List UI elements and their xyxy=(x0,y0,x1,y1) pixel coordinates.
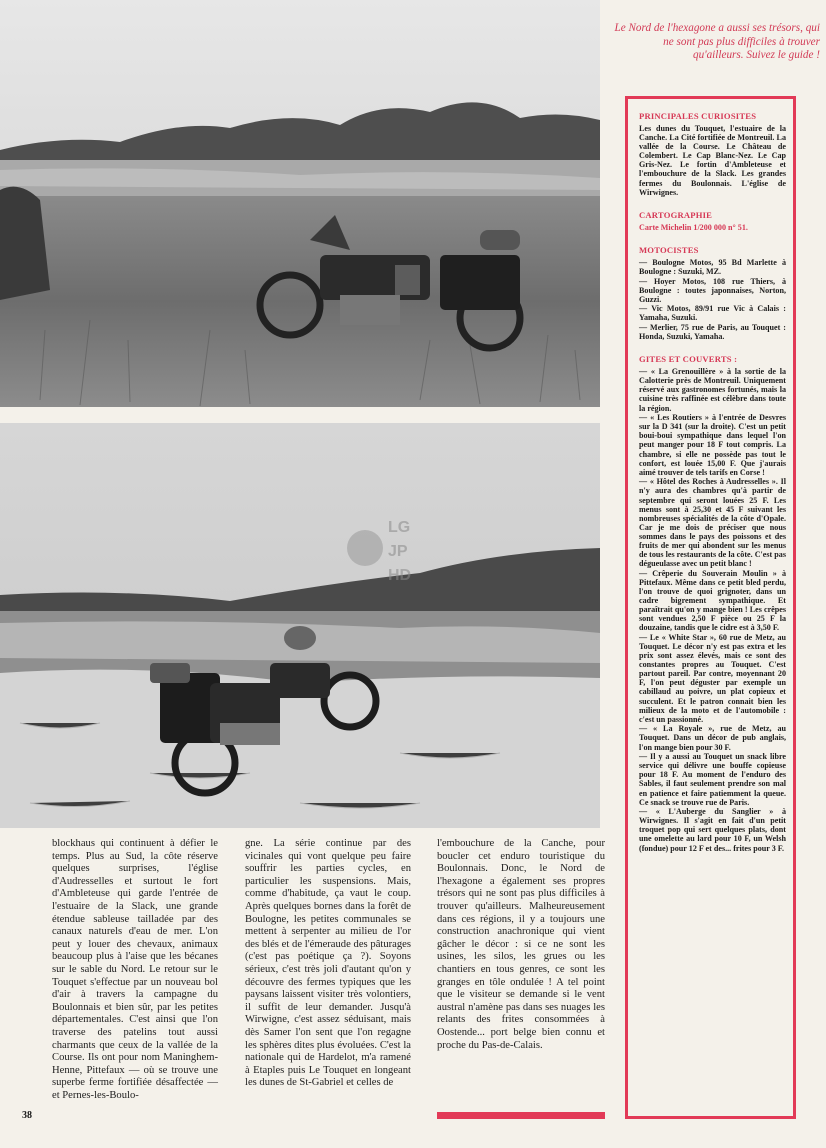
photo-motorcycle-grass-image xyxy=(0,0,600,407)
list-item: — Il y a aussi au Touquet un snack libre service qui délivre une bouffe copieuse pour 18 F. Au moment de l'enduro des Sables, il faut seulement prendre son mal en patience et faire patiemment la queue. Ce snack se trouve rue de Paris. xyxy=(639,752,786,807)
list-item: — « Hôtel des Roches à Audresselles ». Il n'y aura des chambres qu'à partir de septembre qui seront louées 25 F. Les menus sont à 25,30 et 45 F suivant les nombreuses spécialités de la côte d'Opale. Car je me dois de préciser que nous sommes dans le pays des poissons et des fruits de mer qui abondent sur les menus de tous les restaurants de la côte. C'est pas dégueulasse avec un petit blanc ! xyxy=(639,477,786,569)
section-motocistes xyxy=(639,245,786,341)
section-curiosites-text: Les dunes du Touquet, l'estuaire de la Canche. La Cité fortifiée de Montreuil. La vallée de la Course. Le Château de Colembert. Le Cap Blanc-Nez. Le Cap Gris-Nez. Le fortin d'Ambleteuse et l'embouchure de la Slack. Les grandes fermes du Boulonnais. L'église de Wirwignes. xyxy=(639,124,786,197)
page-number: 38 xyxy=(22,1110,32,1121)
section-cartographie xyxy=(639,210,786,232)
red-divider-bar xyxy=(437,1112,605,1119)
section-gites xyxy=(639,354,786,852)
article-column-1: blockhaus qui continuent à défier le temps. Plus au Sud, la côte réserve quelques surprises, l'église d'Audresselles et surtout le fort d'Ambleteuse qui garde l'entrée de l'estuaire de la Slack, une grande étendue sableuse tailladée par des canaux naturels d'eau de mer. L'on peut y louer des chevaux, animaux beaucoup plus à l'aise que les bécanes sur le sable du Nord. Le retour sur le Touquet s'effectue par un nouveau bol d'air à travers la campagne du Boulonnais et bien sûr, par les petites départementales. C'est ainsi que l'on traverse des patelins tout aussi charmants que ceux de la vallée de la Course. Ils ont pour nom Maninghem-Henne, Pittefaux — où se trouve une superbe ferme fortifiée désaffectée — et Pernes-les-Boulo- xyxy=(52,838,218,1101)
section-curiosites xyxy=(639,111,786,197)
photo-motorcycle-dunes-image xyxy=(0,423,600,828)
info-sidebar xyxy=(625,96,796,1119)
list-item: — « La Royale », rue de Metz, au Touquet. Dans un décor de pub anglais, l'on mange bien pour 30 F. xyxy=(639,724,786,752)
section-motocistes-title: MOTOCISTES xyxy=(639,244,699,255)
list-item: — Merlier, 75 rue de Paris, au Touquet : Honda, Suzuki, Yamaha. xyxy=(639,323,786,342)
photo-motorcycle-dunes xyxy=(0,423,600,828)
section-cartographie-text: Carte Michelin 1/200 000 n° 51. xyxy=(639,222,748,232)
svg-text:JP: JP xyxy=(388,543,408,560)
article-column-2: gne. La série continue par des vicinales qui vont quelque peu faire souffrir les parties cycles, en particulier les suspensions. Mais, comme d'habitude, ça vaut le coup. Après quelques bornes dans la forêt de Boulogne, les petites communales se mettent à serpenter au milieu de l'or des blés et de l'émeraude des pâturages (c'est pas poétique ça ?). Soyons sérieux, c'est très joli d'autant qu'on y découvre des fermes typiques que les paysans laissent visiter très volontiers, il suffit de leur demander. Jusqu'à Wirwigne, c'est assez séduisant, mais dès Samer l'on sent que l'on regagne les sphères dites plus évoluées. C'est la nationale qui de Hardelot, m'a ramené à Etaples puis Le Touquet en longeant les dunes de St-Gabriel et celles de xyxy=(245,838,411,1089)
section-curiosites-title: PRINCIPALES CURIOSITES xyxy=(639,111,757,121)
list-item: — « Les Routiers » à l'entrée de Desvres sur la D 341 (sur la droite). C'est un petit boui-boui sympathique dans lequel l'on peut manger pour 18 F tout compris. La chambre, si elle ne possède pas tout le confort, est louée 15,00 F. Que j'aurais aimé trouver de tels tarifs en Corse ! xyxy=(639,413,786,477)
list-item: — Vic Motos, 89/91 rue Vic à Calais : Yamaha, Suzuki. xyxy=(639,304,786,323)
list-item: — « L'Auberge du Sanglier » à Wirwignes. Il s'agit en fait d'un petit troquet pop qui sert quelques plats, dont une omelette au lard pour 10 F, un Welsh (fondue) pour 12 F et des... frites pour 3 F. xyxy=(639,807,786,853)
list-item: — Hoyer Motos, 108 rue Thiers, à Boulogne : toutes japonnaises, Norton, Guzzi. xyxy=(639,276,786,304)
section-gites-title: GITES ET COUVERTS : xyxy=(639,354,738,365)
intro-text: Le Nord de l'hexagone a aussi ses trésors, qui ne sont pas plus difficiles à trouver qu'ailleurs. Suivez le guide ! xyxy=(614,22,820,62)
list-item: — Crêperie du Souverain Moulin » à Pittefaux. Même dans ce petit bled perdu, l'on trouve de quoi grignoter, dans un cadre bigrement sympathique. Et paraîtrait qu'on y mange bien ! Les crêpes sont vendues 2,50 F pièce ou 25 F la douzaine, tandis que le cidre est à 3,50 F. xyxy=(639,568,786,633)
list-item: — « La Grenouillère » à la sortie de la Calotterie près de Montreuil. Uniquement réservé aux gastronomes fortunés, mais la cuisine très raffinée est célèbre dans toute la région. xyxy=(639,367,786,413)
article-column-3: l'embouchure de la Canche, pour boucler cet enduro touristique du Boulonnais. Donc, le Nord de l'hexagone a également ses propres trésors qui ne sont pas plus difficiles à trouver qu'ailleurs. Malheureusement dans ces régions, il y a toujours une construction anachronique qui vient gâcher le décor : si ce ne sont les usines, les silos, les grues ou les chantiers en tous genres, ce sont les granges en tôle ondulée ! A tel point que le visiteur se demande si le vent austral n'amène pas dans ses nuages les relants des frites consommées à Oostende... port belge bien connu et proche du Pas-de-Calais. xyxy=(437,838,605,1051)
section-cartographie-title: CARTOGRAPHIE xyxy=(639,209,713,220)
svg-text:HD: HD xyxy=(388,567,412,584)
svg-text:LG: LG xyxy=(388,519,411,536)
list-item: — Boulogne Motos, 95 Bd Marlette à Boulogne : Suzuki, MZ. xyxy=(639,257,786,276)
watermark-logo xyxy=(343,510,423,590)
photo-motorcycle-grass xyxy=(0,0,600,407)
list-item: — Le « White Star », 60 rue de Metz, au Touquet. Le décor n'y est pas extra et les prix sont assez élevés, mais ce sont des constantes propres au Touquet. C'est partout pareil. Par contre, moyennant 20 F, l'on peut déguster par exemple un cabillaud au poivre, un plat copieux et succulent. Et le patron connait bien les milieux de la moto et de l'automobile : c'est un passionné. xyxy=(639,632,786,724)
